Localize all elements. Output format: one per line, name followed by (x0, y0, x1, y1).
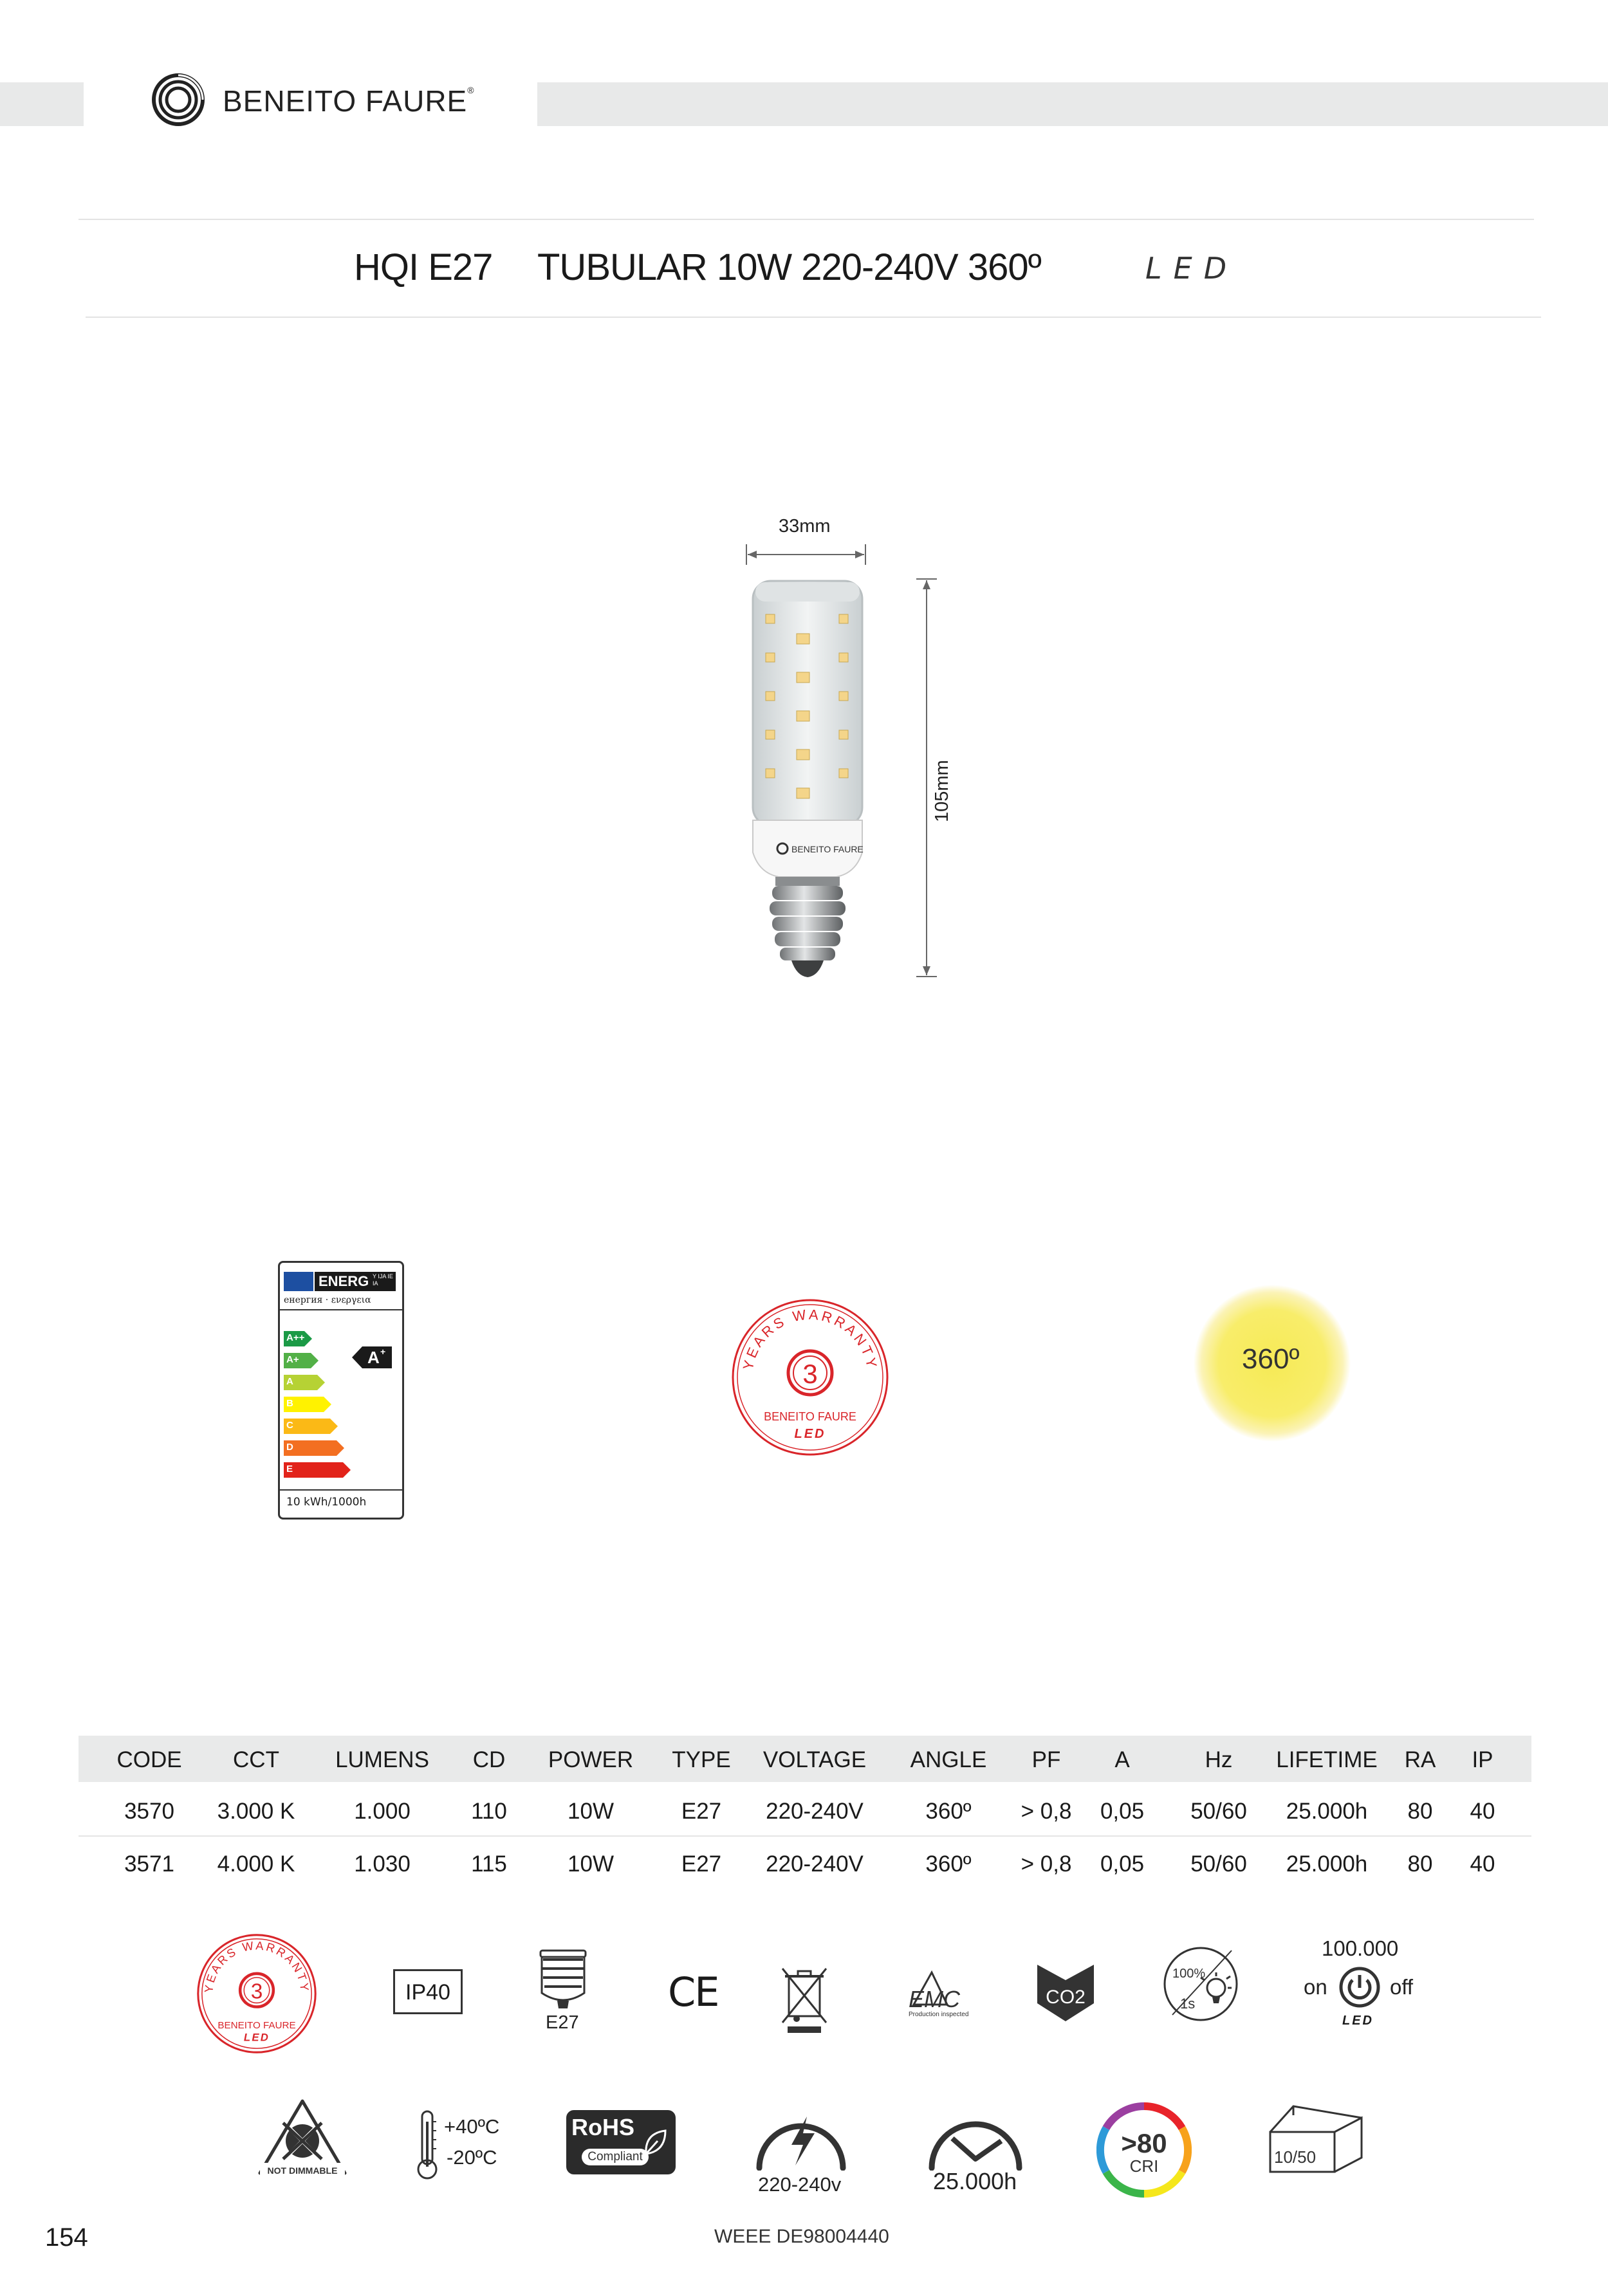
height-dimension-label: 105mm (932, 760, 952, 822)
table-cell: 1.030 (354, 1851, 411, 1877)
energy-class-bar (284, 1375, 325, 1390)
cri-ring-icon (1096, 2102, 1192, 2198)
title-rule-top (79, 219, 1534, 220)
table-header-a: A (1114, 1747, 1130, 1772)
energy-consumption: 10 kWh/1000h (286, 1496, 367, 1509)
table-header-cd: CD (472, 1747, 506, 1772)
product-description: TUBULAR 10W 220-240V 360º (537, 246, 1041, 288)
co2-label: CO2 (1046, 1987, 1086, 2008)
energy-title-box (315, 1272, 396, 1291)
brand-logo-icon (151, 72, 206, 127)
table-cell: 360º (925, 1799, 972, 1824)
instant-light-time: 1s (1180, 1996, 1196, 2012)
power-switch-icon (1338, 1966, 1381, 2008)
ce-mark-icon: CE (668, 1969, 719, 2016)
header-band-left (0, 82, 84, 126)
rohs-label: RoHS (571, 2114, 634, 2140)
energy-class-bar (284, 1397, 331, 1412)
thermometer-icon (416, 2109, 439, 2181)
weee-bin-icon (780, 1966, 829, 2035)
width-dimension-label: 33mm (779, 516, 831, 537)
product-model: HQI E27 (354, 246, 493, 288)
warranty-small-years: 3 (250, 1979, 263, 2004)
warranty-seal (730, 1297, 891, 1458)
energy-subtitle: енергия · ενεργεια (284, 1295, 371, 1305)
table-header-pf: PF (1031, 1747, 1061, 1772)
warranty-small-led: LED (243, 2031, 270, 2044)
lifetime-label: 25.000h (933, 2168, 1017, 2194)
instant-light-percent: 100% (1172, 1967, 1206, 1981)
energy-class-letter: C (286, 1420, 293, 1431)
energy-class-bar (284, 1462, 351, 1478)
lifetime-clock-icon (925, 2100, 1026, 2171)
emc-icon (907, 1967, 969, 2019)
svg-text:BENEITO FAURE: BENEITO FAURE (791, 844, 864, 854)
table-cell: 80 (1407, 1799, 1433, 1824)
table-cell: 110 (471, 1799, 507, 1824)
spec-table-row-separator (79, 1835, 1531, 1837)
table-header-cct: CCT (233, 1747, 279, 1772)
header-band-right (537, 82, 1608, 126)
brand-name (223, 84, 475, 118)
title-rule-bottom (86, 317, 1541, 318)
energy-class-letter: B (286, 1398, 293, 1409)
table-cell: 10W (568, 1799, 614, 1824)
warranty-seal-small (196, 1933, 318, 2055)
eu-flag-icon (284, 1272, 313, 1291)
table-header-type: TYPE (672, 1747, 731, 1772)
table-header-angle: ANGLE (910, 1747, 987, 1772)
e27-base-label: E27 (546, 2012, 579, 2033)
voltage-gauge-icon (753, 2100, 849, 2171)
warranty-years: 3 (802, 1359, 818, 1389)
not-dimmable-label: NOT DIMMABLE (267, 2165, 338, 2176)
table-header-ra: RA (1404, 1747, 1436, 1772)
energy-rule-bottom (280, 1489, 402, 1491)
table-cell: E27 (681, 1799, 722, 1824)
table-cell: 50/60 (1190, 1851, 1247, 1877)
beam-angle-label: 360º (1242, 1343, 1300, 1375)
table-cell: 50/60 (1190, 1799, 1247, 1824)
table-cell: 40 (1470, 1799, 1495, 1824)
emc-sublabel: Production inspected (909, 2011, 969, 2018)
table-header-lumens: LUMENS (335, 1747, 429, 1772)
energy-title: ENERG (319, 1273, 369, 1289)
energy-title-sup: Y IJA IE IA (373, 1273, 393, 1287)
emc-label: EMC (909, 1986, 960, 2012)
table-cell: 80 (1407, 1851, 1433, 1877)
energy-class-letter: A (286, 1376, 293, 1387)
table-cell: > 0,8 (1021, 1851, 1072, 1877)
energy-class-bar (284, 1440, 344, 1456)
switch-cycles-count: 100.000 (1322, 1936, 1399, 1960)
table-cell: 3.000 K (217, 1799, 295, 1824)
table-header-code: CODE (116, 1747, 182, 1772)
ip-rating-badge (393, 1969, 463, 2014)
table-cell: 360º (925, 1851, 972, 1877)
width-dimension-line (745, 542, 867, 567)
not-dimmable-icon (257, 2099, 347, 2181)
energy-rating-sup: + (380, 1346, 386, 1357)
switch-on-label: on (1304, 1975, 1327, 1999)
table-cell: 25.000h (1286, 1799, 1368, 1824)
weee-registration: WEEE DE98004440 (714, 2226, 889, 2247)
energy-rating: A (367, 1348, 380, 1367)
energy-label (278, 1261, 404, 1520)
warranty-small-arc-text: YEARS WARRANTY (201, 1938, 312, 1994)
page-number: 154 (45, 2223, 88, 2252)
table-cell: > 0,8 (1021, 1799, 1072, 1824)
energy-rule (280, 1309, 402, 1310)
table-header-voltage: VOLTAGE (762, 1747, 867, 1772)
table-cell: 3571 (124, 1851, 174, 1877)
table-cell: 0,05 (1100, 1799, 1145, 1824)
energy-rating-arrow (352, 1346, 392, 1368)
co2-reduction-icon (1035, 1962, 1096, 2024)
registered-mark: ® (467, 85, 475, 95)
rohs-badge (566, 2110, 676, 2174)
energy-class-bar (284, 1331, 312, 1346)
table-header-ip: IP (1472, 1747, 1493, 1772)
ip-rating-label: IP40 (405, 1980, 450, 2005)
warranty-led: LED (794, 1427, 826, 1441)
led-bulb-image (746, 576, 869, 981)
package-quantity-label: 10/50 (1274, 2147, 1317, 2167)
table-cell: 115 (471, 1851, 507, 1877)
package-box-icon (1268, 2102, 1367, 2174)
rohs-compliant-label: Compliant (587, 2150, 643, 2163)
energy-class-letter: D (286, 1442, 293, 1453)
table-cell: 0,05 (1100, 1851, 1145, 1877)
table-cell: 220-240V (766, 1799, 864, 1824)
cri-value: >80 (1121, 2128, 1167, 2158)
table-cell: 40 (1470, 1851, 1495, 1877)
table-cell: E27 (681, 1851, 722, 1877)
energy-class-letter: E (286, 1464, 293, 1474)
energy-class-bar (284, 1353, 319, 1368)
voltage-label: 220-240v (758, 2173, 842, 2196)
cri-label: CRI (1129, 2156, 1159, 2176)
warranty-brand: BENEITO FAURE (764, 1410, 856, 1423)
rohs-compliant-pill (582, 2149, 649, 2165)
energy-class-bar (284, 1419, 338, 1434)
energy-class-letter: A++ (286, 1332, 305, 1343)
table-cell: 220-240V (766, 1851, 864, 1877)
energy-class-letter: A+ (286, 1354, 299, 1365)
table-cell: 25.000h (1286, 1851, 1368, 1877)
table-cell: 1.000 (354, 1799, 411, 1824)
switch-led-label: LED (1342, 2014, 1374, 2028)
led-mark: LED (1145, 251, 1239, 286)
switch-off-label: off (1390, 1975, 1414, 1999)
table-header-hz: Hz (1205, 1747, 1233, 1772)
temp-max-label: +40ºC (444, 2115, 500, 2138)
temp-min-label: -20ºC (447, 2146, 497, 2169)
table-cell: 4.000 K (217, 1851, 295, 1877)
e27-base-icon (535, 1948, 591, 2012)
table-header-lifetime: LIFETIME (1276, 1747, 1378, 1772)
warranty-small-brand: BENEITO FAURE (217, 2019, 296, 2031)
table-header-power: POWER (548, 1747, 634, 1772)
warranty-arc-text: YEARS WARRANTY (739, 1306, 881, 1372)
instant-full-light-icon (1161, 1944, 1241, 2024)
brand-name-text: BENEITO FAURE (223, 84, 468, 118)
table-cell: 10W (568, 1851, 614, 1877)
table-cell: 3570 (124, 1799, 174, 1824)
